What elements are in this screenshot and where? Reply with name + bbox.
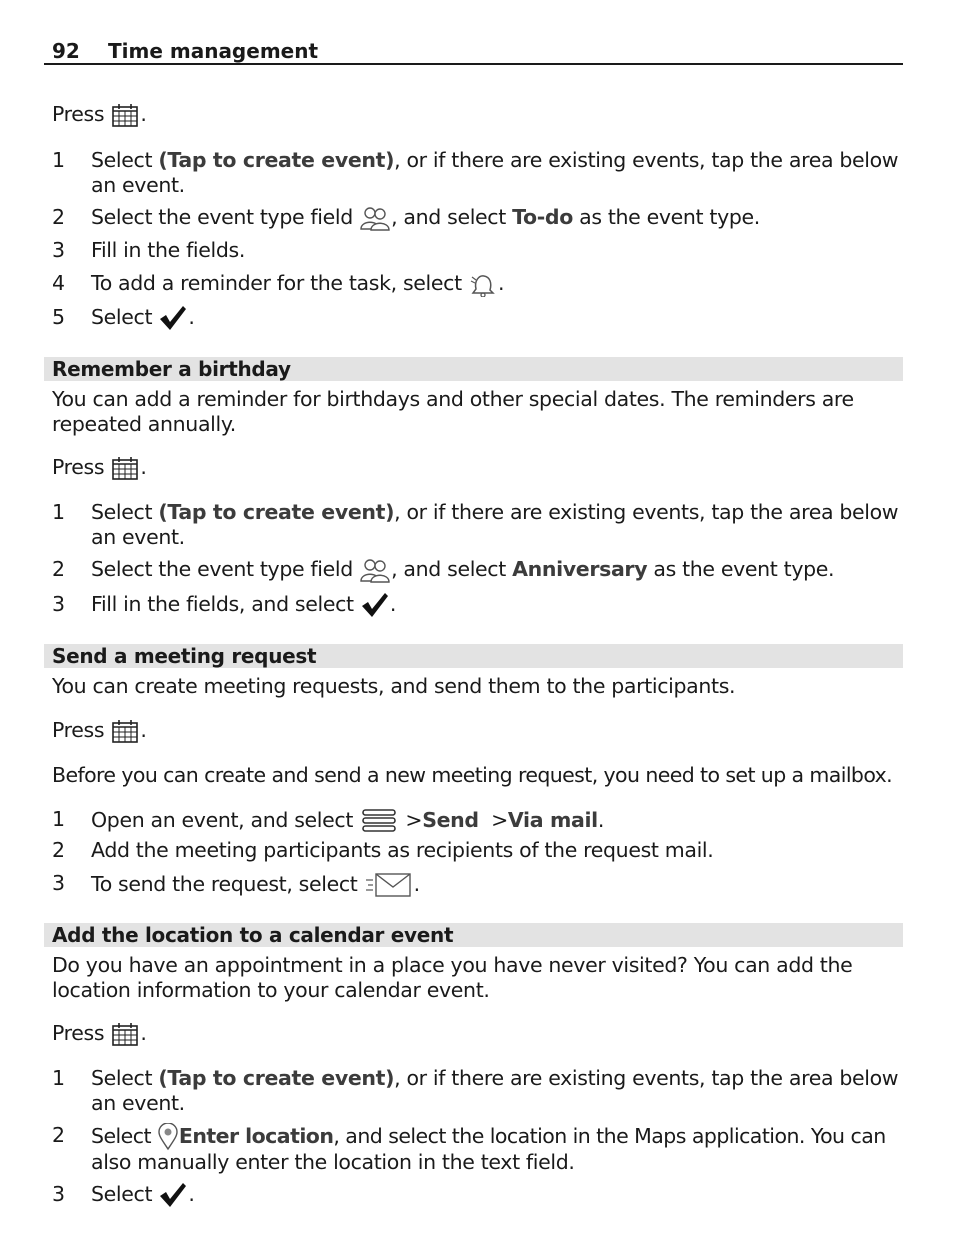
paragraph: Before you can create and send a new meeting request, you need to set up a mailbox.: [52, 763, 893, 787]
paragraph: You can add a reminder for birthdays and other special dates. The reminders are: [52, 387, 854, 411]
event-type-icon: [359, 205, 391, 231]
press-calendar-line: Press .: [52, 455, 147, 479]
step-number: 5: [52, 305, 66, 329]
ui-label: To-do: [512, 205, 573, 229]
paragraph: Do you have an appointment in a place you have never visited? You can add the: [52, 953, 853, 977]
checkmark-icon: [360, 592, 390, 618]
ui-label: Via mail: [507, 808, 598, 832]
step-number: 3: [52, 592, 66, 616]
step-number: 1: [52, 807, 66, 831]
calendar-icon: [110, 455, 140, 481]
page-number: 92: [52, 39, 80, 63]
press-calendar-line: Press .: [52, 1021, 147, 1045]
ui-label: Anniversary: [512, 557, 648, 581]
calendar-icon: [110, 718, 140, 744]
step-text: Select (Tap to create event), or if there are existing events, tap the area below: [91, 148, 899, 172]
paragraph: location information to your calendar event.: [52, 978, 490, 1002]
step-text: Select (Tap to create event), or if there are existing events, tap the area below: [91, 1066, 899, 1090]
location-pin-icon: [157, 1123, 179, 1151]
step-number: 3: [52, 871, 66, 895]
ui-label: Enter location: [178, 1124, 334, 1148]
step-text: Select the event type field , and select Anniversary as the event type.: [91, 557, 835, 581]
step-number: 1: [52, 1066, 66, 1090]
step-number: 3: [52, 238, 66, 262]
step-number: 3: [52, 1182, 66, 1206]
ui-label: (Tap to create event): [158, 148, 395, 172]
step-number: 4: [52, 271, 66, 295]
ui-label: (Tap to create event): [158, 500, 395, 524]
paragraph: repeated annually.: [52, 412, 236, 436]
checkmark-icon: [158, 305, 188, 331]
section-heading: Add the location to a calendar event: [44, 923, 903, 947]
step-text: Select .: [91, 305, 195, 329]
step-text-continued: an event.: [91, 173, 185, 197]
section-heading: Remember a birthday: [44, 357, 903, 381]
step-text: Add the meeting participants as recipients of the request mail.: [91, 838, 714, 862]
step-text-continued: an event.: [91, 1091, 185, 1115]
reminder-bell-icon: [468, 271, 498, 297]
page-header: [44, 37, 903, 65]
step-text: To add a reminder for the task, select .: [91, 271, 505, 295]
step-text: Fill in the fields, and select .: [91, 592, 397, 616]
step-text: Select Enter location, and select the location in the Maps application. You can: [91, 1123, 886, 1151]
calendar-icon: [110, 102, 140, 128]
step-text: To send the request, select .: [91, 871, 420, 899]
ui-label: (Tap to create event): [158, 1066, 395, 1090]
send-mail-icon: [364, 871, 414, 899]
event-type-icon: [359, 557, 391, 583]
step-text: Select .: [91, 1182, 195, 1206]
step-text: Fill in the fields.: [91, 238, 246, 262]
step-text: Select (Tap to create event), or if there are existing events, tap the area below: [91, 500, 899, 524]
step-number: 2: [52, 838, 66, 862]
calendar-icon: [110, 1021, 140, 1047]
chapter-title: Time management: [108, 39, 319, 63]
ui-label: Send: [422, 808, 479, 832]
step-number: 1: [52, 148, 66, 172]
step-number: 2: [52, 1123, 66, 1147]
section-heading: Send a meeting request: [44, 644, 903, 668]
step-text-continued: also manually enter the location in the text field.: [91, 1150, 575, 1174]
checkmark-icon: [158, 1182, 188, 1208]
step-number: 1: [52, 500, 66, 524]
step-text-continued: an event.: [91, 525, 185, 549]
step-text: Select the event type field , and select To-do as the event type.: [91, 205, 760, 229]
paragraph: You can create meeting requests, and send them to the participants.: [52, 674, 736, 698]
step-number: 2: [52, 557, 66, 581]
press-calendar-line: Press .: [52, 718, 147, 742]
step-number: 2: [52, 205, 66, 229]
step-text: Open an event, and select >Send >Via mail.: [91, 807, 604, 835]
menu-icon: [359, 807, 399, 835]
press-calendar-line: Press .: [52, 102, 147, 126]
